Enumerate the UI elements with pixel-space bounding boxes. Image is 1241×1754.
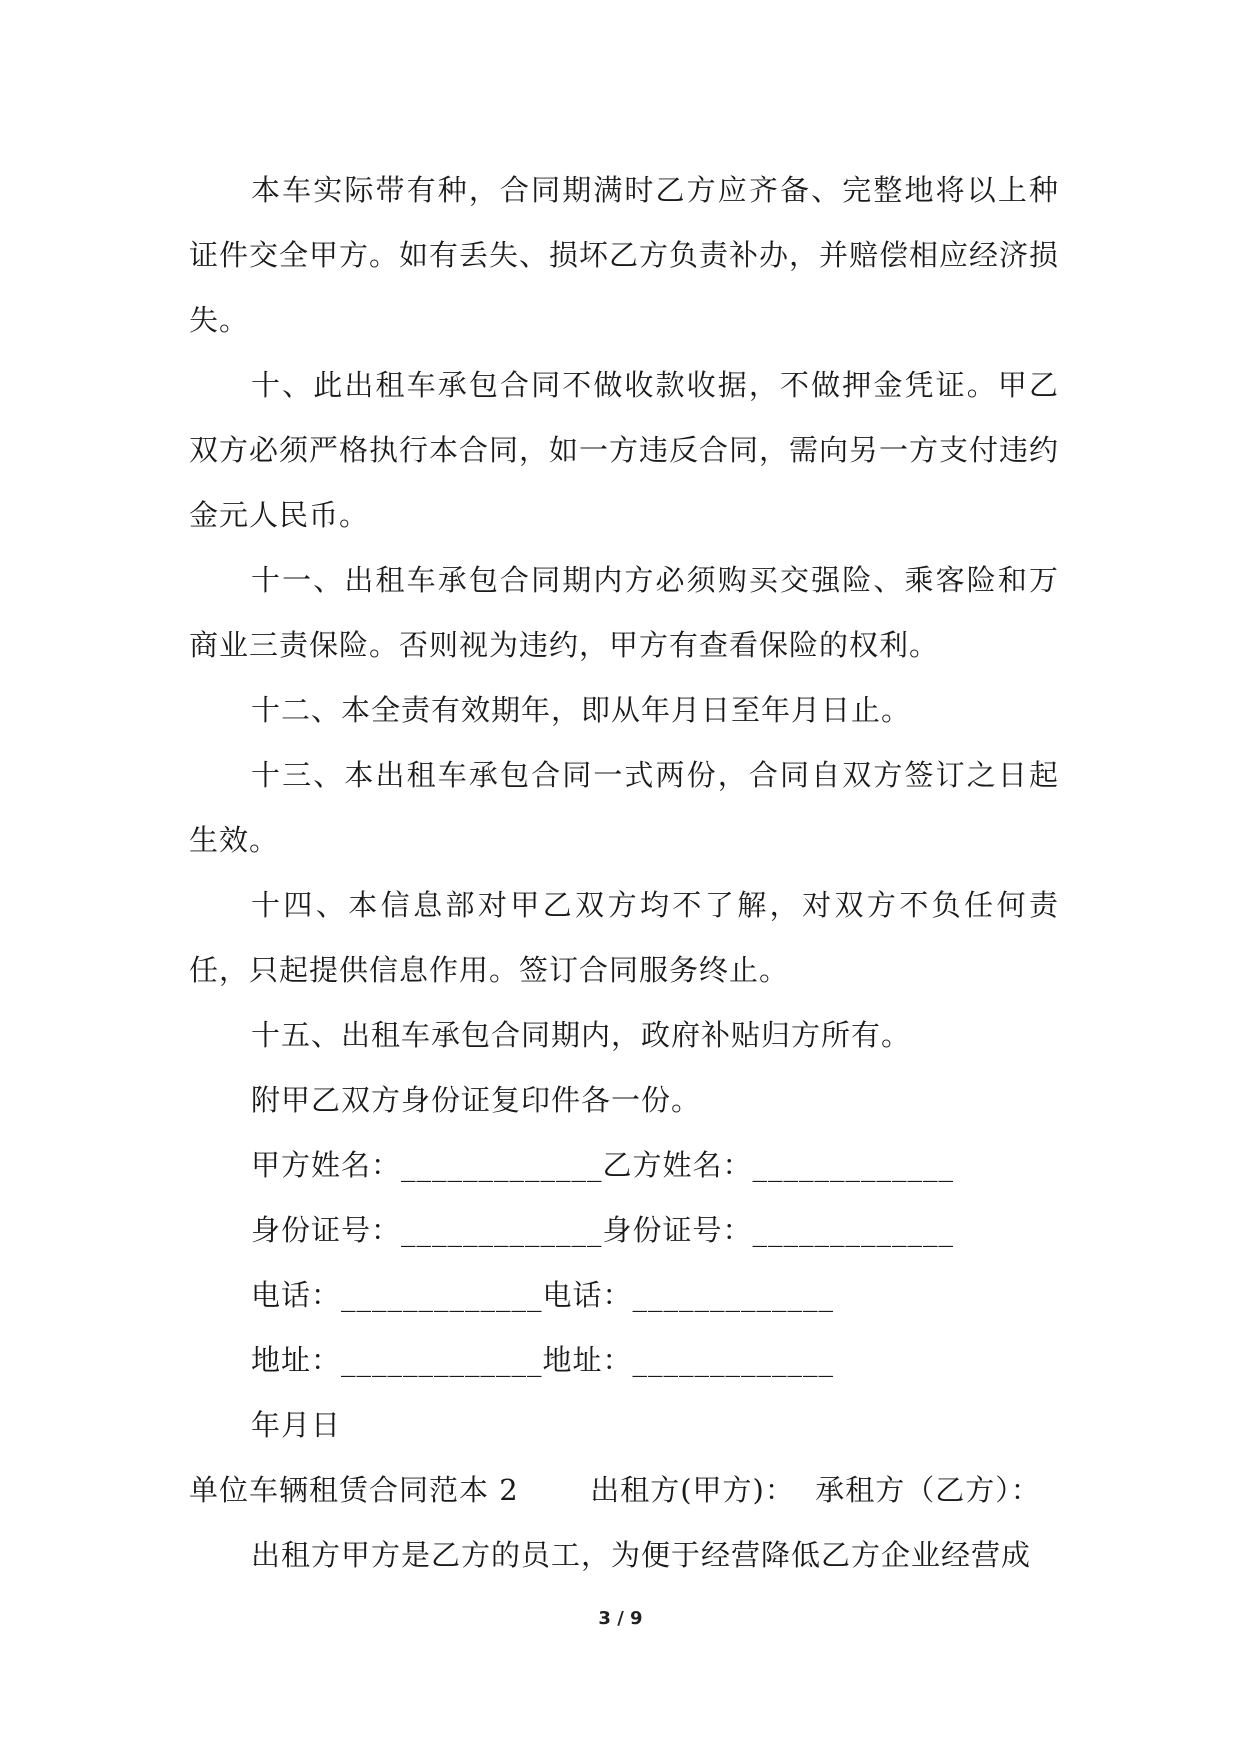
paragraph-certificates: 本车实际带有种，合同期满时乙方应齐备、完整地将以上种证件交全甲方。如有丢失、损坏乙方负责补办，并赔偿相应经济损失。 — [189, 173, 1060, 337]
paragraph-clause-12: 十二、本全责有效期年，即从年月日至年月日止。 — [251, 693, 912, 727]
form-line-names: 甲方姓名：_____________乙方姓名：_____________ — [251, 1148, 955, 1182]
paragraph-clause-13: 十三、本出租车承包合同一式两份，合同自双方签订之日起生效。 — [189, 758, 1059, 857]
paragraph-clause-15: 十五、出租车承包合同期内，政府补贴归方所有。 — [251, 1018, 912, 1052]
form-line-id-numbers: 身份证号：_____________身份证号：_____________ — [251, 1213, 955, 1247]
paragraph-clause-11: 十一、出租车承包合同期内方必须购买交强险、乘客险和万商业三责保险。否则视为违约，甲方有查看保险的权利。 — [189, 563, 1059, 662]
paragraph-attachment: 附甲乙双方身份证复印件各一份。 — [251, 1083, 702, 1117]
page-number: 3 / 9 — [598, 1608, 643, 1629]
contract-2-first-paragraph: 出租方甲方是乙方的员工，为便于经营降低乙方企业经营成 — [251, 1538, 1032, 1572]
paragraph-clause-14: 十四、本信息部对甲乙双方均不了解，对双方不负任何责任，只起提供信息作用。签订合同服务终止。 — [189, 888, 1059, 987]
contract-2-heading: 单位车辆租赁合同范本 2 出租方(甲方)： 承租方（乙方）： — [189, 1473, 1041, 1507]
paragraph-clause-10: 十、此出租车承包合同不做收款收据，不做押金凭证。甲乙双方必须严格执行本合同，如一方违反合同，需向另一方支付违约金元人民币。 — [189, 368, 1060, 532]
form-line-phones: 电话：_____________电话：_____________ — [251, 1278, 835, 1312]
document-body — [189, 158, 1059, 1588]
form-line-addresses: 地址：_____________地址：_____________ — [251, 1343, 835, 1377]
form-line-date: 年月日 — [251, 1408, 342, 1442]
